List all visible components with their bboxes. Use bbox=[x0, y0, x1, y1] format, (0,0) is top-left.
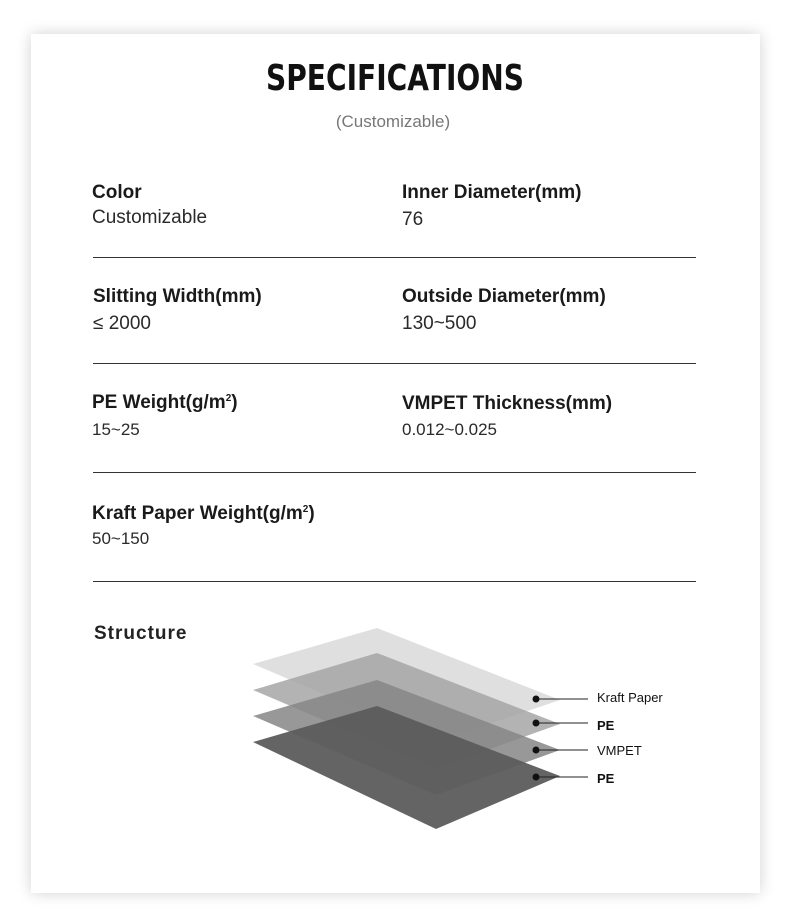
color-value: Customizable bbox=[92, 207, 208, 228]
layer-label-vmpet: VMPET bbox=[597, 743, 642, 758]
slitting-width-value: ≤ 2000 bbox=[93, 313, 151, 334]
vmpet-thickness-label: VMPET Thickness(mm) bbox=[402, 393, 613, 414]
pe-weight-value: 15~25 bbox=[92, 420, 140, 439]
kraft-weight-value: 50~150 bbox=[92, 529, 150, 548]
page-title: SPECIFICATIONS bbox=[265, 58, 525, 99]
inner-diameter-value: 76 bbox=[402, 209, 424, 230]
pe-weight-label: PE $Weight(g/m^2)$ bbox=[92, 392, 238, 413]
page-subtitle: (Customizable) bbox=[335, 112, 451, 131]
kraft-weight-label: Kraft Paper $Weight(g/m^2)$ bbox=[92, 503, 315, 524]
layer-label-pe: PE bbox=[597, 718, 615, 733]
structure-title: Structure bbox=[94, 623, 188, 644]
callout-lines bbox=[536, 699, 588, 777]
color-label: Color bbox=[92, 182, 142, 203]
slitting-width-label: Slitting Width(mm) bbox=[93, 286, 262, 307]
layer-label-pe: PE bbox=[597, 771, 615, 786]
vmpet-thickness-value: 0.012~0.025 bbox=[402, 420, 498, 439]
layer-label-kraft-paper: Kraft Paper bbox=[597, 690, 663, 705]
outside-diameter-label: Outside Diameter(mm) bbox=[402, 286, 606, 307]
inner-diameter-label: Inner Diameter(mm) bbox=[402, 182, 582, 203]
outside-diameter-value: 130~500 bbox=[402, 313, 477, 334]
